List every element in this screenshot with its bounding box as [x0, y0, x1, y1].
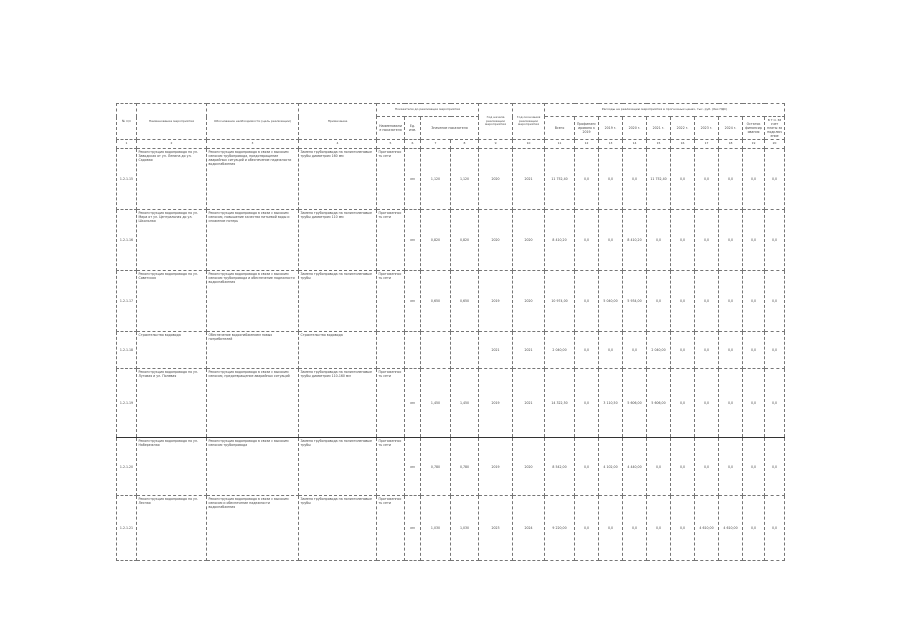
indicator-value-before: 0,780: [421, 438, 451, 496]
cost-2024: 0,0: [719, 369, 743, 438]
measure-basis: Реконструкция водопровода в связи с высоким износом, предотвращение аварийных ситуаций: [207, 369, 299, 438]
table-row: [117, 496, 785, 561]
row-number: 1.2.1.17: [117, 271, 137, 332]
cost-2019: 0,0: [599, 210, 623, 271]
cost-2019: 0,0: [599, 496, 623, 561]
cost-spent: 0,0: [575, 149, 599, 210]
column-number: 4: [299, 140, 377, 149]
end-year: 2021: [513, 369, 545, 438]
indicator-name: Протяженность сети: [377, 438, 405, 496]
cost-spent: 0,0: [575, 271, 599, 332]
cost-2021: 11 752,40: [647, 149, 671, 210]
cost-total: 9 220,00: [545, 496, 575, 561]
cost-2020: 4 440,00: [623, 438, 647, 496]
row-number: 1.2.1.19: [117, 369, 137, 438]
measure-basis: Реконструкция водопровода в связи с высоким износом трубопровода и обеспечение надежности водоснабжения: [207, 271, 299, 332]
measure-note: Строительство водовода: [299, 332, 377, 369]
measure-note: Замена трубопровода на полиэтиленовые трубы диаметром 160 мм: [299, 149, 377, 210]
cost-2021: 5 606,00: [647, 369, 671, 438]
column-number: 1: [117, 140, 137, 149]
cost-2021: 0,0: [647, 438, 671, 496]
measure-name: Реконструкция водопровода по ул. Набережная: [137, 438, 207, 496]
indicator-value-before: 0,650: [421, 271, 451, 332]
header-basis: Обоснование необходимости (цель реализации): [207, 104, 299, 140]
column-number: 9: [479, 140, 513, 149]
end-year: 2024: [513, 496, 545, 561]
header-value: Значение показателя: [421, 117, 479, 140]
cost-2022: 0,0: [671, 332, 695, 369]
cost-2022: 0,0: [671, 210, 695, 271]
indicator-name: Протяженность сети: [377, 271, 405, 332]
header-note: Примечание: [299, 104, 377, 140]
cost-total: 8 410,20: [545, 210, 575, 271]
cost-connection-fee: 0,0: [765, 271, 785, 332]
cost-remain: 0,0: [743, 210, 765, 271]
cost-connection-fee: 0,0: [765, 149, 785, 210]
cost-connection-fee: 0,0: [765, 438, 785, 496]
measure-note: Замена трубопровода на полиэтиленовые трубы: [299, 438, 377, 496]
indicator-unit: км: [405, 149, 421, 210]
column-number: 5: [377, 140, 405, 149]
cost-total: 2 040,00: [545, 332, 575, 369]
measure-note: Замена трубопровода на полиэтиленовые трубы: [299, 271, 377, 332]
cost-remain: 0,0: [743, 438, 765, 496]
table-row: [117, 149, 785, 210]
column-number: 3: [207, 140, 299, 149]
indicator-value-after: 1,450: [451, 369, 479, 438]
header-indicators: Показатели до реализации мероприятия: [377, 104, 479, 117]
cost-2022: 0,0: [671, 438, 695, 496]
cost-2020: 5 934,00: [623, 271, 647, 332]
column-number: 17: [695, 140, 719, 149]
cost-2023: 0,0: [695, 210, 719, 271]
end-year: 2020: [513, 438, 545, 496]
indicator-unit: [405, 332, 421, 369]
cost-2024: 0,0: [719, 438, 743, 496]
start-year: 2020: [479, 149, 513, 210]
end-year: 2021: [513, 149, 545, 210]
cost-2024: 0,0: [719, 332, 743, 369]
measure-name: Реконструкция водопровода по ул. Мира от ул. Центральная до ул. Школьная: [137, 210, 207, 271]
cost-2023: 0,0: [695, 369, 719, 438]
indicator-name: Протяженность сети: [377, 149, 405, 210]
cost-2019: 0,0: [599, 332, 623, 369]
end-year: 2020: [513, 271, 545, 332]
cost-2023: 0,0: [695, 271, 719, 332]
indicator-name: Протяженность сети: [377, 369, 405, 438]
indicator-value-before: 1,030: [421, 496, 451, 561]
cost-connection-fee: 0,0: [765, 369, 785, 438]
indicator-unit: км: [405, 369, 421, 438]
cost-2021: 0,0: [647, 210, 671, 271]
indicator-unit: км: [405, 271, 421, 332]
cost-remain: 0,0: [743, 332, 765, 369]
indicator-unit: км: [405, 210, 421, 271]
start-year: 2020: [479, 210, 513, 271]
indicator-value-after: 0,820: [451, 210, 479, 271]
column-number-row: [117, 140, 785, 149]
header-2022: 2022 г.: [671, 117, 695, 140]
cost-remain: 0,0: [743, 496, 765, 561]
cost-2023: 0,0: [695, 149, 719, 210]
row-number: 1.2.1.20: [117, 438, 137, 496]
cost-2019: 4 102,00: [599, 438, 623, 496]
cost-spent: 0,0: [575, 438, 599, 496]
measure-note: Замена трубопровода на полиэтиленовые трубы диаметром 110 мм: [299, 210, 377, 271]
header-funding: Расходы на реализацию мероприятия в прогнозных ценах, тыс. руб. (без НДС): [545, 104, 785, 117]
header-indicator-name: Наименование показателя: [377, 117, 405, 140]
header-num: № п/п: [117, 104, 137, 140]
cost-2024: 0,0: [719, 210, 743, 271]
column-number: 20: [765, 140, 785, 149]
cost-total: 10 974,00: [545, 271, 575, 332]
table-row: [117, 332, 785, 369]
cost-2019: 0,0: [599, 149, 623, 210]
indicator-value-after: 0,780: [451, 438, 479, 496]
measure-basis: Реконструкция водопровода в связи с высоким износом, повышение качества питьевой воды и снижение потерь: [207, 210, 299, 271]
cost-connection-fee: 0,0: [765, 332, 785, 369]
row-number: 1.2.1.18: [117, 332, 137, 369]
column-number: 16: [671, 140, 695, 149]
cost-2019: 5 040,00: [599, 271, 623, 332]
cost-remain: 0,0: [743, 369, 765, 438]
header-unit: Ед. изм.: [405, 117, 421, 140]
cost-remain: 0,0: [743, 271, 765, 332]
cost-2022: 0,0: [671, 271, 695, 332]
indicator-name: Протяженность сети: [377, 210, 405, 271]
column-number: 6: [405, 140, 421, 149]
cost-total: 11 752,40: [545, 149, 575, 210]
header-2023: 2023 г.: [695, 117, 719, 140]
investment-table: [116, 103, 785, 561]
measure-basis: Реконструкция водопровода в связи с высоким износом и обеспечение надежности водоснабжения: [207, 496, 299, 561]
measure-name: Реконструкция водопровода по ул. Луговая и ул. Полевая: [137, 369, 207, 438]
table-row: [117, 369, 785, 438]
cost-2021: 2 040,00: [647, 332, 671, 369]
indicator-value-before: 0,820: [421, 210, 451, 271]
cost-connection-fee: 0,0: [765, 496, 785, 561]
column-number: 11: [545, 140, 575, 149]
column-number: 19: [743, 140, 765, 149]
cost-remain: 0,0: [743, 149, 765, 210]
cost-connection-fee: 0,0: [765, 210, 785, 271]
header-2020: 2020 г.: [623, 117, 647, 140]
cost-2020: 0,0: [623, 149, 647, 210]
start-year: 2019: [479, 438, 513, 496]
cost-2019: 3 110,50: [599, 369, 623, 438]
end-year: 2021: [513, 332, 545, 369]
cost-2020: 0,0: [623, 332, 647, 369]
start-year: 2019: [479, 271, 513, 332]
measure-name: Реконструкция водопровода по ул. Заводская от ул. Ленина до ул. Садовая: [137, 149, 207, 210]
header-remain: Остаток финансирования: [743, 117, 765, 140]
cost-spent: 0,0: [575, 210, 599, 271]
column-number: 15: [647, 140, 671, 149]
cost-2024: 0,0: [719, 149, 743, 210]
indicator-value-after: 1,030: [451, 496, 479, 561]
header-end: Год окончания реализации мероприятия: [513, 104, 545, 140]
column-number: 18: [719, 140, 743, 149]
column-number: 14: [623, 140, 647, 149]
cost-2022: 0,0: [671, 149, 695, 210]
end-year: 2020: [513, 210, 545, 271]
measure-basis: Реконструкция водопровода в связи с высоким износом трубопровода, предотвращение аварийных ситуаций и обеспечение надежности водоснабжения: [207, 149, 299, 210]
table-row: [117, 438, 785, 496]
cost-2022: 0,0: [671, 496, 695, 561]
header-2021: 2021 г.: [647, 117, 671, 140]
row-number: 1.2.1.21: [117, 496, 137, 561]
indicator-unit: км: [405, 438, 421, 496]
header-total: Всего: [545, 117, 575, 140]
cost-spent: 0,0: [575, 496, 599, 561]
measure-note: Замена трубопровода на полиэтиленовые трубы диаметром 110-160 мм: [299, 369, 377, 438]
cost-2024: 0,0: [719, 271, 743, 332]
indicator-name: Протяженность сети: [377, 496, 405, 561]
indicator-value-before: 1,120: [421, 149, 451, 210]
cost-2021: 0,0: [647, 271, 671, 332]
table-row: [117, 271, 785, 332]
start-year: 2023: [479, 496, 513, 561]
cost-2020: 5 606,00: [623, 369, 647, 438]
measure-basis: Обеспечение водоснабжением новых потребителей: [207, 332, 299, 369]
column-number: 7: [421, 140, 451, 149]
measure-name: Строительство водовода: [137, 332, 207, 369]
indicator-value-after: [451, 332, 479, 369]
row-number: 1.2.1.16: [117, 210, 137, 271]
measure-basis: Реконструкция водопровода в связи с высоким износом трубопровода: [207, 438, 299, 496]
column-number: 8: [451, 140, 479, 149]
indicator-value-after: 0,650: [451, 271, 479, 332]
column-number: 10: [513, 140, 545, 149]
measure-name: Реконструкция водопровода по ул. Советская: [137, 271, 207, 332]
document-page: [116, 103, 782, 557]
column-number: 2: [137, 140, 207, 149]
start-year: 2021: [479, 332, 513, 369]
start-year: 2019: [479, 369, 513, 438]
indicator-value-before: [421, 332, 451, 369]
header-name: Наименование мероприятия: [137, 104, 207, 140]
indicator-name: [377, 332, 405, 369]
cost-spent: 0,0: [575, 369, 599, 438]
row-number: 1.2.1.15: [117, 149, 137, 210]
measure-name: Реконструкция водопровода по ул. Лесная: [137, 496, 207, 561]
cost-2021: 0,0: [647, 496, 671, 561]
header-incl: в т.ч. за счет платы за подключение: [765, 117, 785, 140]
table-row: [117, 210, 785, 271]
indicator-value-before: 1,450: [421, 369, 451, 438]
cost-total: 8 542,00: [545, 438, 575, 496]
header-start: Год начала реализации мероприятия: [479, 104, 513, 140]
header-2024: 2024 г.: [719, 117, 743, 140]
cost-total: 14 322,50: [545, 369, 575, 438]
cost-2020: 0,0: [623, 496, 647, 561]
column-number: 13: [599, 140, 623, 149]
indicator-unit: км: [405, 496, 421, 561]
cost-2022: 0,0: [671, 369, 695, 438]
cost-spent: 0,0: [575, 332, 599, 369]
cost-2023: 4 610,00: [695, 496, 719, 561]
header-2019: 2019 г.: [599, 117, 623, 140]
cost-2023: 0,0: [695, 332, 719, 369]
measure-note: Замена трубопровода на полиэтиленовые трубы: [299, 496, 377, 561]
header-spent: Профинансировано к 2019: [575, 117, 599, 140]
cost-2020: 8 410,20: [623, 210, 647, 271]
cost-2024: 4 610,00: [719, 496, 743, 561]
cost-2023: 0,0: [695, 438, 719, 496]
indicator-value-after: 1,120: [451, 149, 479, 210]
column-number: 12: [575, 140, 599, 149]
